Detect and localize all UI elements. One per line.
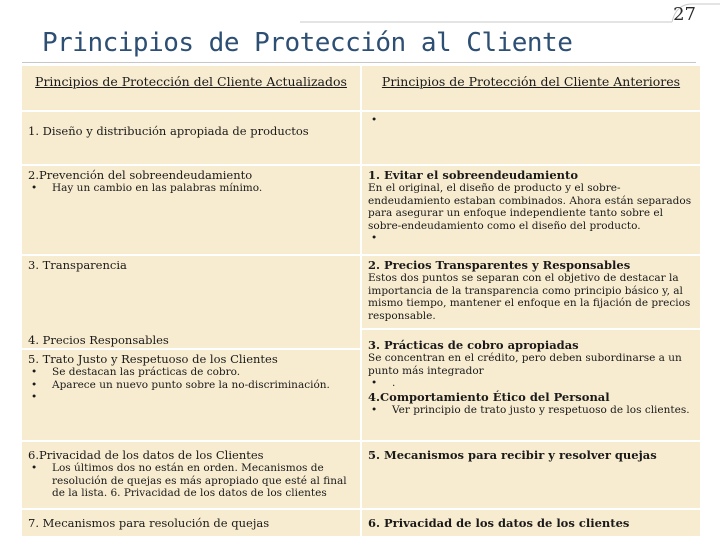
title-divider	[22, 62, 696, 63]
principle-heading: 5. Trato Justo y Respetuoso de los Clientes	[28, 352, 278, 366]
right-cell-3	[362, 256, 700, 328]
right-cell-5	[362, 442, 700, 508]
principle-heading: 5. Mecanismos para recibir y resolver quejas	[368, 448, 657, 462]
bullet-item: • Se destacan las prácticas de cobro.	[28, 366, 354, 379]
principle-heading: 6.Privacidad de los datos de los Clientes	[28, 448, 264, 462]
comparison-table	[22, 66, 700, 536]
column-header-previous: Principios de Protección del Cliente Anteriores	[362, 66, 700, 110]
principle-heading: 1. Evitar el sobreendeudamiento	[368, 168, 578, 182]
left-cell-5	[22, 442, 360, 508]
bullet-item: • Ver principio de trato justo y respetuoso de los clientes.	[368, 404, 694, 417]
principle-heading: 4. Precios Responsables	[28, 333, 169, 347]
principle-heading: 6. Privacidad de los datos de los clientes	[368, 516, 630, 530]
bullet-item: • Los últimos dos no están en orden. Mecanismos de resolución de quejas es más apropiado que esté al final de la lista. 6. Privacidad de los datos de los clientes	[28, 462, 354, 500]
page-title: Principios de Protección al Cliente	[42, 28, 573, 58]
left-cell-4	[22, 350, 360, 440]
principle-note: En el original, el diseño de producto y el sobre-endeudamiento estaban combinados. Ahora están separados para asegurar un enfoque independiente tanto sobre el sobre-endeudamiento como el diseño del producto.	[368, 182, 692, 232]
principle-heading: 1. Diseño y distribución apropiada de productos	[28, 124, 309, 138]
principle-heading: 2. Precios Transparentes y Responsables	[368, 258, 631, 272]
principle-note: Estos dos puntos se separan con el objetivo de destacar la importancia de la transparencia como principio básico y, al mismo tiempo, mantener el enfoque en la fijación de precios responsable.	[368, 272, 691, 322]
header-decoration	[300, 0, 720, 30]
bullet-item: • Hay un cambio en las palabras mínimo.	[28, 182, 354, 195]
left-cell-2	[22, 166, 360, 254]
principle-heading: 3. Transparencia	[28, 258, 127, 272]
bullet-item: • Aparece un nuevo punto sobre la no-discriminación.	[28, 379, 354, 392]
left-cell-6	[22, 510, 360, 536]
left-cell-3	[22, 256, 360, 348]
principle-heading: 2.Prevención del sobreendeudamiento	[28, 168, 253, 182]
principle-heading: 3. Prácticas de cobro apropiadas	[368, 338, 579, 352]
right-cell-6	[362, 510, 700, 536]
left-cell-1	[22, 112, 360, 164]
right-cell-1	[362, 112, 700, 164]
page-number: 27	[673, 4, 696, 25]
right-cell-2	[362, 166, 700, 254]
right-cell-4	[362, 330, 700, 440]
principle-note: Se concentran en el crédito, pero deben subordinarse a un punto más integrador	[368, 352, 682, 377]
principle-heading: 4.Comportamiento Ético del Personal	[368, 389, 610, 404]
column-header-updated: Principios de Protección del Cliente Actualizados	[22, 66, 360, 110]
bullet-item: • .	[368, 377, 694, 390]
principle-heading: 7. Mecanismos para resolución de quejas	[28, 516, 270, 530]
